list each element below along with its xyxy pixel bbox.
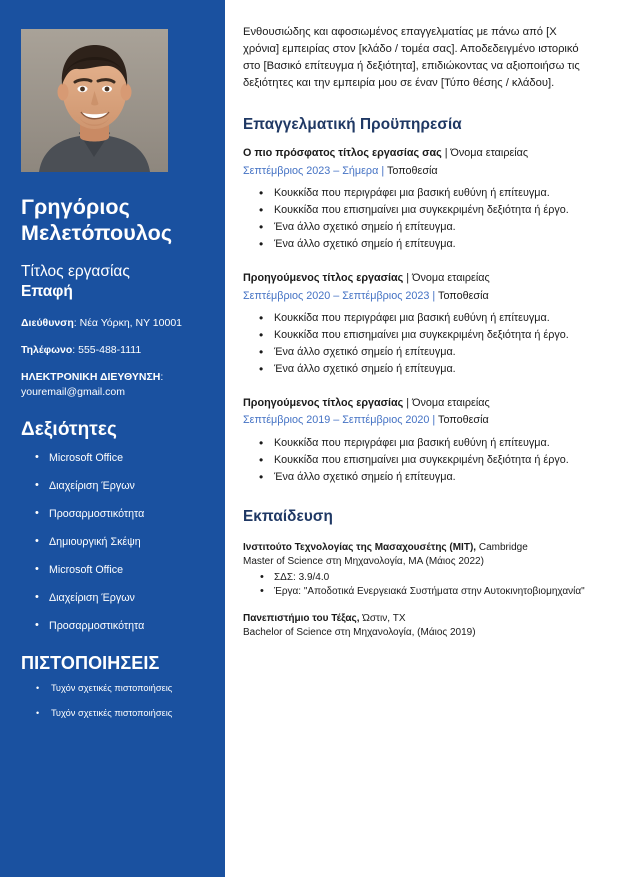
list-item: • Ένα άλλο σχετικό σημείο ή επίτευγμα. bbox=[243, 220, 594, 236]
list-item: • Διαχείριση Έργων bbox=[18, 479, 207, 493]
education-institution-line bbox=[243, 541, 594, 556]
main-column bbox=[225, 0, 620, 877]
contact-address-label: Διεύθυνση bbox=[21, 317, 74, 330]
list-item: • Ένα άλλο σχετικό σημείο ή επίτευγμα. bbox=[243, 362, 594, 378]
job-separator: | bbox=[403, 271, 413, 284]
contact-heading: Επαφή bbox=[21, 283, 73, 301]
professional-summary: Ενθουσιώδης και αφοσιωμένος επαγγελματίας με πάνω από [Χ χρόνια] εμπειρίας στον [κλάδο / τομέα σας]. Αποδεδειγμένο ιστορικό στο [Βασικό επίτευγμα ή δεξιότητα], επιδιώκοντας να αξιοποιήσω τις δεξιότητες και την εμπειρία μου σε έναν [Τύπο θέσης / κλάδου]. bbox=[243, 26, 580, 90]
job-dates-line bbox=[243, 163, 594, 179]
job-location: Τοποθεσία bbox=[438, 289, 489, 302]
contact-address-value: Νέα Υόρκη, ΝΥ 10001 bbox=[79, 317, 183, 330]
list-item: • Κουκκίδα που επισημαίνει μια συγκεκριμένη δεξιότητα ή έργο. bbox=[243, 453, 594, 469]
list-item: • Προσαρμοστικότητα bbox=[18, 619, 207, 633]
certifications-list bbox=[18, 682, 207, 719]
experience-entry bbox=[243, 396, 594, 486]
list-item: • Ένα άλλο σχετικό σημείο ή επίτευγμα. bbox=[243, 470, 594, 486]
job-date-separator: | bbox=[429, 289, 439, 302]
contact-phone-value[interactable]: 555-488-1111 bbox=[78, 343, 142, 356]
job-title-line bbox=[243, 271, 594, 287]
education-entry bbox=[243, 612, 594, 641]
contact-block bbox=[21, 316, 207, 401]
contact-phone-label: Τηλέφωνο bbox=[21, 343, 73, 356]
list-item: • Δημιουργική Σκέψη bbox=[18, 535, 207, 549]
job-title-line bbox=[243, 396, 594, 412]
job-company: Όνομα εταιρείας bbox=[412, 271, 490, 284]
list-item: • Κουκκίδα που περιγράφει μια βασική ευθύνη ή επίτευγμα. bbox=[243, 436, 594, 452]
job-separator: | bbox=[441, 147, 451, 160]
job-dates: Σεπτέμβριος 2020 – Σεπτέμβριος 2023 bbox=[243, 289, 430, 302]
person-name: Γρηγόριος Μελετόπουλος bbox=[21, 195, 173, 246]
education-entry bbox=[243, 541, 594, 599]
job-dates-line bbox=[243, 412, 594, 428]
contact-email bbox=[21, 370, 207, 402]
education-degree: Master of Science στη Μηχανολογία, MA (Μάιος 2022) bbox=[243, 556, 484, 568]
job-location: Τοποθεσία bbox=[386, 164, 438, 177]
list-item: • Διαχείριση Έργων bbox=[18, 591, 207, 605]
job-bullets bbox=[243, 436, 594, 486]
education-bullets bbox=[243, 571, 594, 599]
job-date-separator: | bbox=[378, 164, 387, 177]
contact-address bbox=[21, 316, 207, 332]
job-bullets bbox=[243, 311, 594, 378]
experience-entry bbox=[243, 271, 594, 378]
list-item: • Κουκκίδα που επισημαίνει μια συγκεκριμένη δεξιότητα ή έργο. bbox=[243, 203, 594, 219]
list-item: • Τυχόν σχετικές πιστοποιήσεις bbox=[18, 707, 207, 720]
skills-list bbox=[18, 451, 207, 633]
job-role: Ο πιο πρόσφατος τίτλος εργασίας σας bbox=[243, 147, 442, 160]
job-dates: Σεπτέμβριος 2019 – Σεπτέμβριος 2020 bbox=[243, 414, 430, 427]
person-job-title: Τίτλος εργασίας bbox=[21, 263, 130, 281]
job-separator: | bbox=[403, 396, 413, 409]
list-item: • Microsoft Office bbox=[18, 451, 207, 465]
education-institution: Πανεπιστήμιο του Τέξας, bbox=[243, 612, 360, 624]
job-date-separator: | bbox=[429, 414, 439, 427]
job-company: Όνομα εταιρείας bbox=[412, 396, 490, 409]
experience-heading: Επαγγελματική Προϋπηρεσία bbox=[243, 116, 462, 134]
education-institution-line bbox=[243, 612, 594, 627]
sidebar bbox=[0, 0, 225, 877]
list-item: • Προσαρμοστικότητα bbox=[18, 507, 207, 521]
list-item: • Microsoft Office bbox=[18, 563, 207, 577]
list-item: • Κουκκίδα που περιγράφει μια βασική ευθύνη ή επίτευγμα. bbox=[243, 311, 594, 327]
skills-heading: Δεξιότητες bbox=[21, 419, 117, 441]
job-location: Τοποθεσία bbox=[438, 414, 489, 427]
job-role: Προηγούμενος τίτλος εργασίας bbox=[243, 396, 404, 409]
education-institution-location: Ώστιν, TX bbox=[359, 612, 406, 624]
experience-entry bbox=[243, 146, 594, 253]
certifications-heading: ΠΙΣΤΟΠΟΙΗΣΕΙΣ bbox=[21, 653, 160, 674]
contact-address-sep: : bbox=[73, 317, 80, 330]
education-heading: Εκπαίδευση bbox=[243, 507, 333, 525]
contact-email-value[interactable]: youremail@gmail.com bbox=[21, 386, 126, 399]
job-dates-line bbox=[243, 288, 594, 304]
list-item: • Τυχόν σχετικές πιστοποιήσεις bbox=[18, 682, 207, 695]
education-degree: Bachelor of Science στη Μηχανολογία, (Μάιος 2019) bbox=[243, 627, 476, 639]
list-item: • Ένα άλλο σχετικό σημείο ή επίτευγμα. bbox=[243, 345, 594, 361]
spacer bbox=[243, 382, 594, 396]
list-item: • Κουκκίδα που περιγράφει μια βασική ευθύνη ή επίτευγμα. bbox=[243, 186, 594, 202]
job-company: Όνομα εταιρείας bbox=[450, 147, 529, 160]
contact-email-sep: : bbox=[160, 370, 164, 383]
contact-email-label: ΗΛΕΚΤΡΟΝΙΚΗ ΔΙΕΥΘΥΝΣΗ bbox=[21, 370, 161, 383]
list-item: • Κουκκίδα που επισημαίνει μια συγκεκριμένη δεξιότητα ή έργο. bbox=[243, 328, 594, 344]
education-institution: Ινστιτούτο Τεχνολογίας της Μασαχουσέτης (MIT), bbox=[243, 541, 477, 553]
profile-photo bbox=[21, 29, 168, 172]
spacer bbox=[243, 257, 594, 271]
job-bullets bbox=[243, 186, 594, 253]
contact-phone bbox=[21, 343, 207, 359]
list-item: • Ένα άλλο σχετικό σημείο ή επίτευγμα. bbox=[243, 237, 594, 253]
contact-phone-sep: : bbox=[72, 343, 79, 356]
list-item: • Έργα: "Αποδοτικά Ενεργειακά Συστήματα στην Αυτοκινητοβιομηχανία" bbox=[243, 585, 594, 599]
job-dates: Σεπτέμβριος 2023 – Σήμερα bbox=[243, 164, 379, 177]
education-institution-location: Cambridge bbox=[476, 541, 528, 553]
job-role: Προηγούμενος τίτλος εργασίας bbox=[243, 271, 404, 284]
list-item: • ΣΔΣ: 3.9/4.0 bbox=[243, 571, 594, 585]
job-title-line bbox=[243, 146, 594, 162]
